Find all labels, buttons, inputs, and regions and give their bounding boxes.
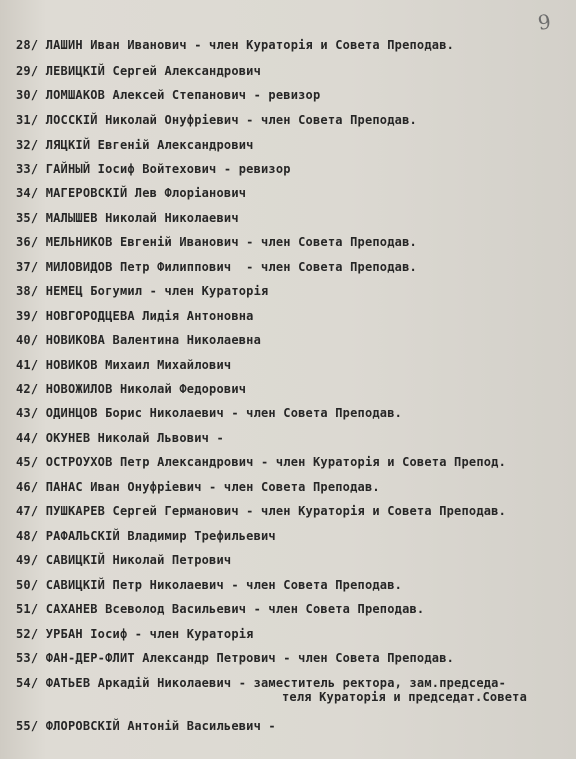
list-item <box>16 260 570 274</box>
list-item <box>16 186 570 200</box>
list-item <box>16 284 570 298</box>
entry-text: 46/ ПАНАС Иван Онуфріевич - член Совета Преподав. <box>16 480 380 494</box>
list-item <box>16 578 570 592</box>
list-item <box>16 406 570 420</box>
entry-text: 38/ НЕМЕЦ Богумил - член Кураторія <box>16 284 269 298</box>
entry-text: 47/ ПУШКАРЕВ Сергей Германович - член Кураторія и Совета Преподав. <box>16 504 507 518</box>
entry-text: 36/ МЕЛЬНИКОВ Евгеній Иванович - член Совета Преподав. <box>16 235 417 249</box>
entry-text: 52/ УРБАН Іосиф - член Кураторія <box>16 627 254 641</box>
list-item <box>16 602 570 616</box>
list-item <box>16 627 570 641</box>
list-item <box>16 333 570 347</box>
list-item <box>16 529 570 543</box>
list-item <box>16 382 570 396</box>
entry-text: 28/ ЛАШИН Иван Иванович - член Кураторія и Совета Преподав. <box>16 38 455 52</box>
entry-text: 29/ ЛЕВИЦКІЙ Сергей Александрович <box>16 64 262 78</box>
entry-text: 31/ ЛОССКІЙ Николай Онуфріевич - член Совета Преподав. <box>16 113 417 127</box>
entry-text: 39/ НОВГОРОДЦЕВА Лидія Антоновна <box>16 309 254 323</box>
list-item <box>16 676 570 704</box>
entry-text: 32/ ЛЯЦКІЙ Евгеній Александрович <box>16 138 254 152</box>
entry-text: 42/ НОВОЖИЛОВ Николай Федорович <box>16 382 247 396</box>
entry-text: 54/ ФАТЬЕВ Аркадій Николаевич - заместитель ректора, зам.председа- <box>16 676 507 690</box>
list-item <box>16 235 570 249</box>
entry-text: 41/ НОВИКОВ Михаил Михайлович <box>16 358 232 372</box>
entry-text: 50/ САВИЦКІЙ Петр Николаевич - член Совета Преподав. <box>16 578 403 592</box>
entry-continuation: теля Кураторія и председат.Совета <box>282 690 528 704</box>
list-item <box>16 64 570 78</box>
entry-text: 51/ САХАНЕВ Всеволод Васильевич - член Совета Преподав. <box>16 602 425 616</box>
entry-text: 37/ МИЛОВИДОВ Петр Филиппович - член Совета Преподав. <box>16 260 417 274</box>
list-item <box>16 651 570 665</box>
list-item <box>16 113 570 127</box>
entry-text: 34/ МАГЕРОВСКІЙ Лев Флоріанович <box>16 186 247 200</box>
list-item <box>16 455 570 469</box>
entry-text: 49/ САВИЦКІЙ Николай Петрович <box>16 553 232 567</box>
list-item <box>16 162 570 176</box>
list-item <box>16 138 570 152</box>
page-number: 9 <box>536 9 553 35</box>
list-item <box>16 431 570 445</box>
entry-text: 43/ ОДИНЦОВ Борис Николаевич - член Совета Преподав. <box>16 406 403 420</box>
entry-text: 35/ МАЛЫШЕВ Николай Николаевич <box>16 211 239 225</box>
entry-text: 40/ НОВИКОВА Валентина Николаевна <box>16 333 262 347</box>
list-item <box>16 309 570 323</box>
entry-text: 53/ ФАН-ДЕР-ФЛИТ Александр Петрович - член Совета Преподав. <box>16 651 455 665</box>
list-item <box>16 38 570 52</box>
list-item <box>16 358 570 372</box>
entry-text: 33/ ГАЙНЫЙ Іосиф Войтехович - ревизор <box>16 162 291 176</box>
entry-text: 45/ ОСТРОУХОВ Петр Александрович - член Кураторія и Совета Препод. <box>16 455 507 469</box>
entry-text: 44/ ОКУНЕВ Николай Львович - <box>16 431 224 445</box>
entry-text: 48/ РАФАЛЬСКІЙ Владимир Трефильевич <box>16 529 276 543</box>
list-item <box>16 553 570 567</box>
entry-text: 30/ ЛОМШАКОВ Алексей Степанович - ревизор <box>16 88 321 102</box>
list-item <box>16 211 570 225</box>
list-item <box>16 88 570 102</box>
list-item <box>16 719 570 733</box>
entry-text: 55/ ФЛОРОВСКІЙ Антоній Васильевич - <box>16 719 276 733</box>
list-item <box>16 504 570 518</box>
list-item <box>16 480 570 494</box>
